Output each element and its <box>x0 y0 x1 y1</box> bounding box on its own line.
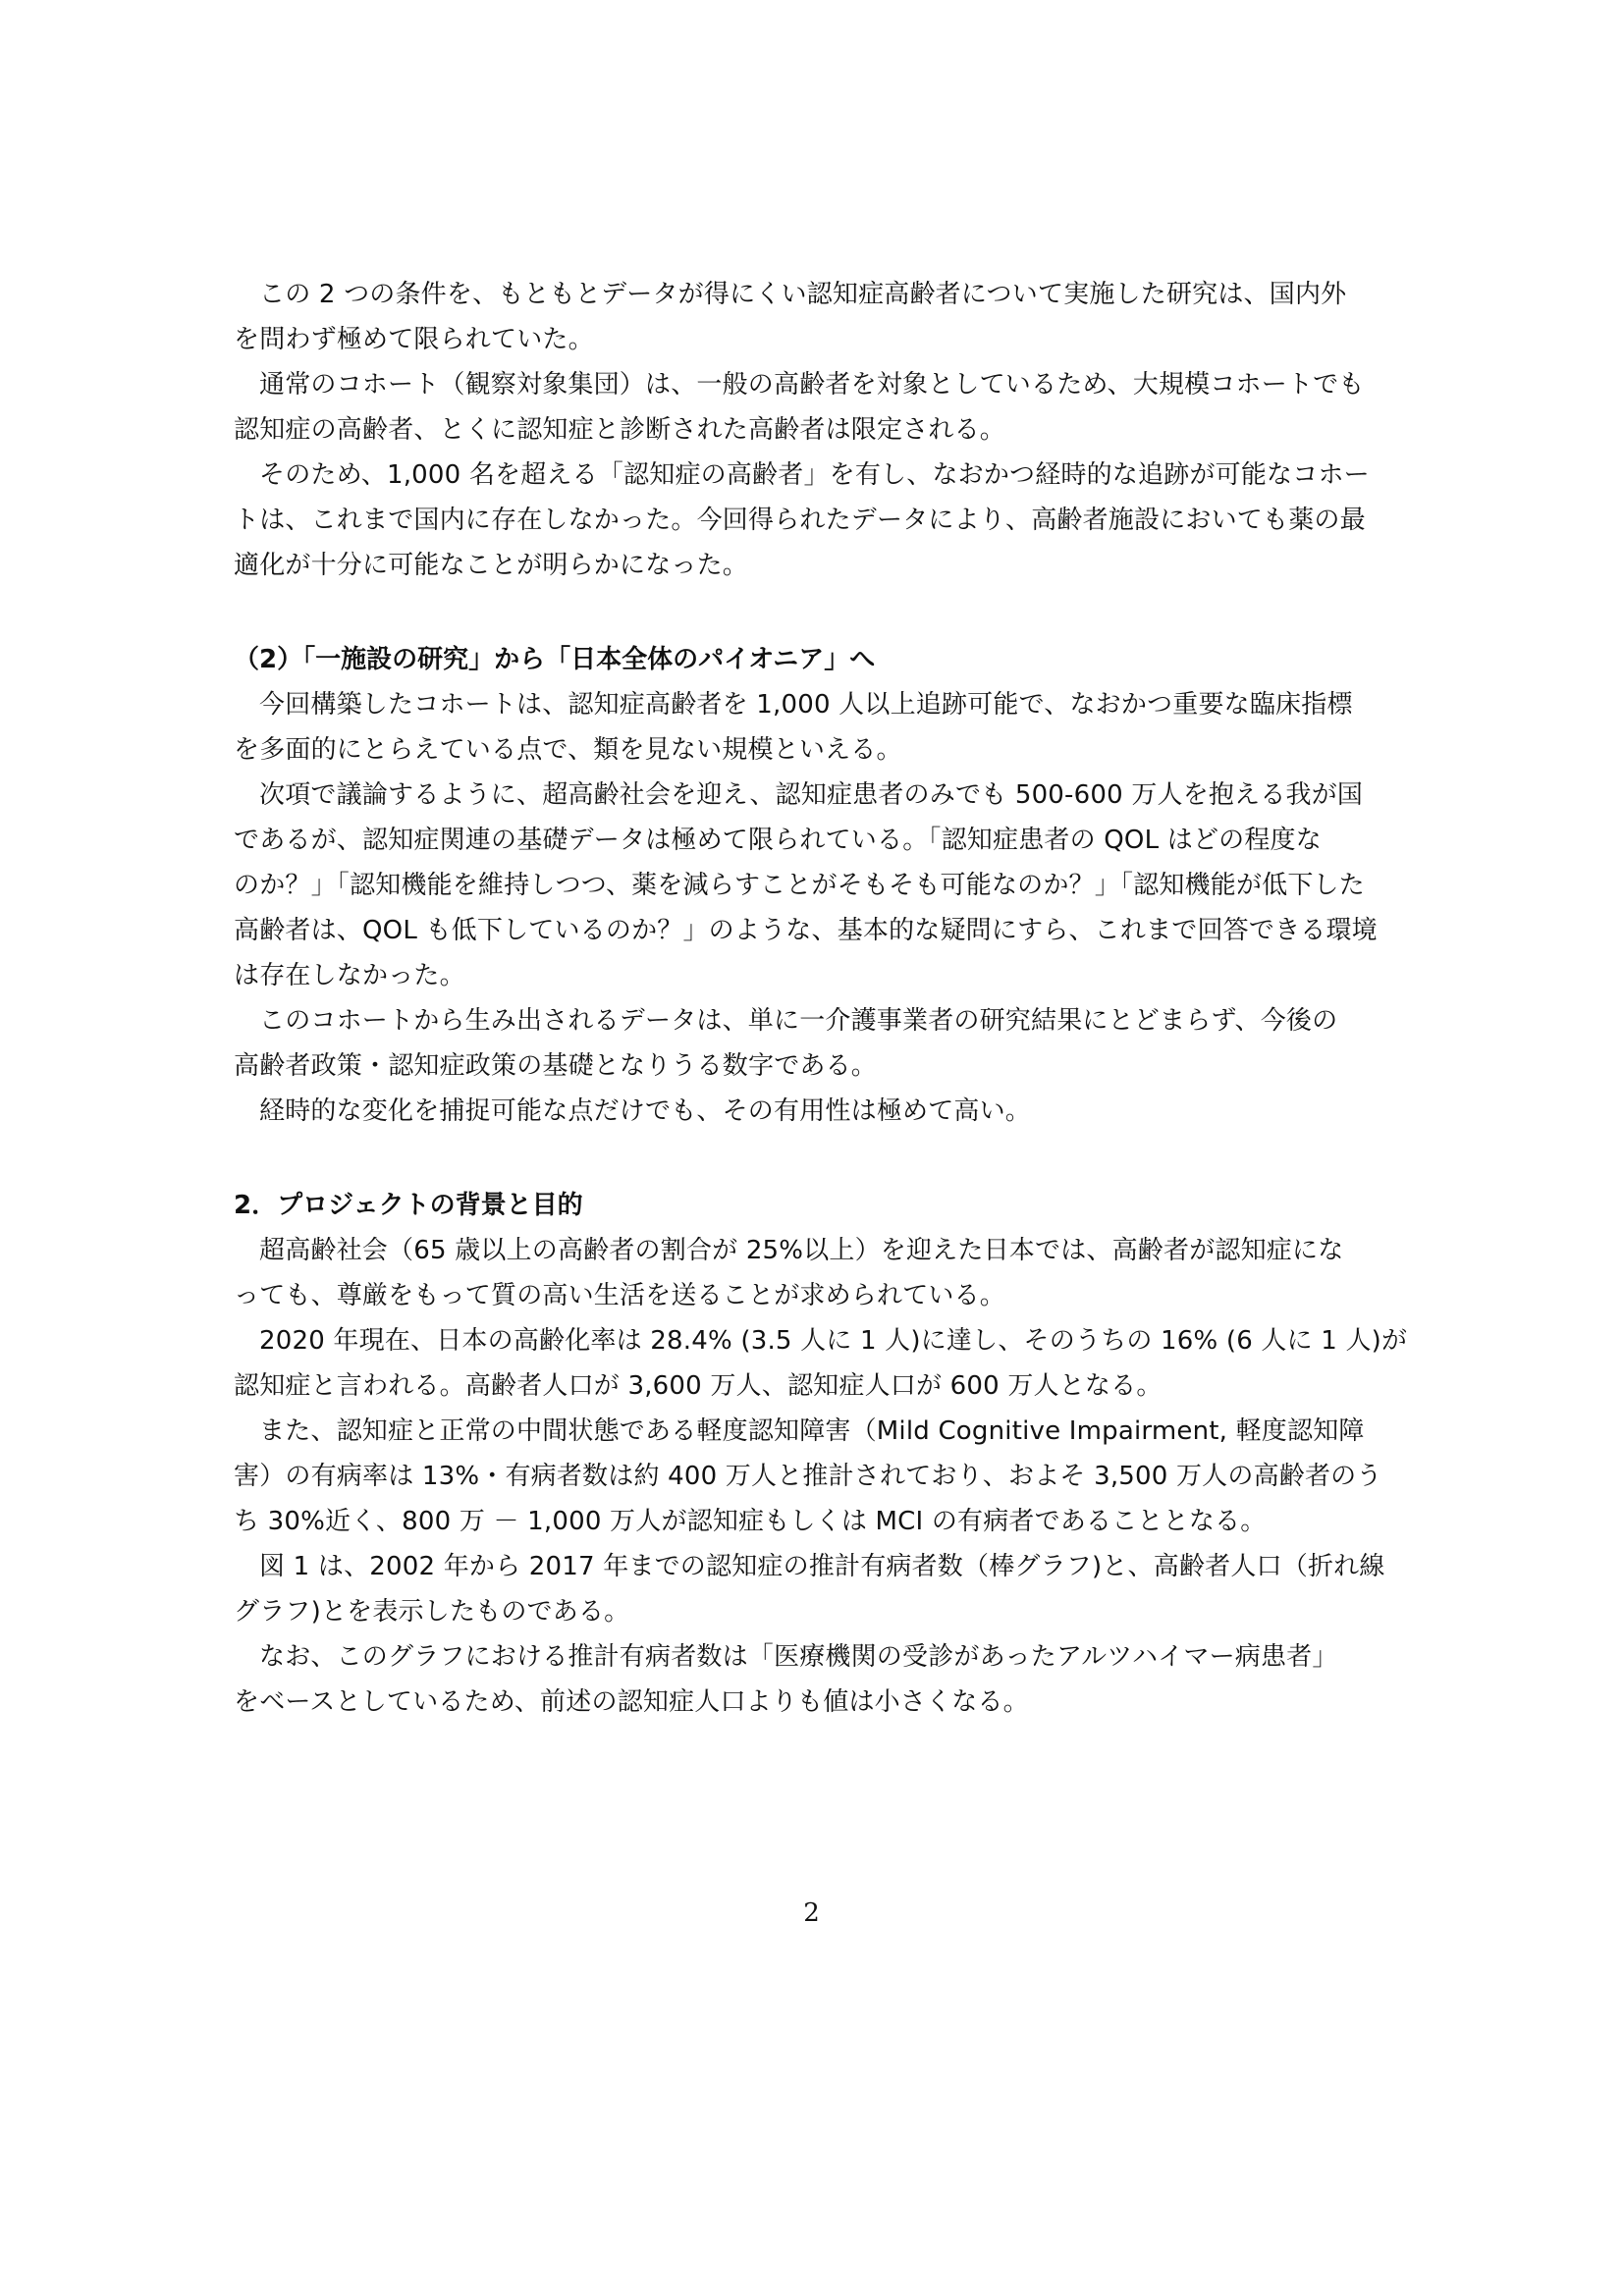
paragraph <box>234 1409 1392 1544</box>
paragraph <box>234 272 1392 362</box>
text-line: 超高齢社会（65 歳以上の高齢者の割合が 25%以上）を迎えた日本では、高齢者が認知症にな <box>259 1236 1344 1265</box>
paragraph <box>234 1544 1392 1634</box>
text-line: トは、これまで国内に存在しなかった。今回得られたデータにより、高齢者施設においても薬の最 <box>234 506 1366 535</box>
body-text <box>234 272 1408 1725</box>
text-line: 高齢者政策・認知症政策の基礎となりうる数字である。 <box>234 1051 878 1081</box>
paragraph <box>234 682 1392 773</box>
paragraph <box>234 1318 1408 1409</box>
text-line: 適化が十分に可能なことが明らかになった。 <box>234 551 749 580</box>
text-line: を多面的にとらえている点で、類を見ない規模といえる。 <box>234 735 902 765</box>
text-line: は存在しなかった。 <box>234 961 465 990</box>
section-heading: 2．プロジェクトの背景と目的 <box>234 1191 583 1220</box>
text-line: 2020 年現在、日本の高齢化率は 28.4% (3.5 人に 1 人)に達し、そのうちの 16% (6 人に 1 人)が <box>259 1326 1408 1356</box>
text-line: 害）の有病率は 13%・有病者数は約 400 万人と推計されており、およそ 3,500 万人の高齢者のう <box>234 1462 1382 1491</box>
text-line: ち 30%近く、800 万 － 1,000 万人が認知症もしくは MCI の有病者であることとなる。 <box>234 1507 1267 1536</box>
text-line: 高齢者は、QOL も低下しているのか？」のような、基本的な疑問にすら、これまで回答できる環境 <box>234 916 1378 945</box>
paragraph <box>234 1089 1392 1134</box>
text-line: 次項で議論するように、超高齢社会を迎え、認知症患者のみでも 500-600 万人を抱える我が国 <box>259 780 1364 810</box>
text-line: 認知症の高齢者、とくに認知症と診断された高齢者は限定される。 <box>234 415 1006 445</box>
paragraph <box>234 453 1392 588</box>
text-line: そのため、1,000 名を超える「認知症の高齢者」を有し、なおかつ経時的な追跡が可能なコホー <box>259 460 1370 490</box>
text-line: グラフ)とを表示したものである。 <box>234 1597 630 1627</box>
text-line: なお、このグラフにおける推計有病者数は「医療機関の受診があったアルツハイマー病患者」 <box>259 1642 1338 1672</box>
text-line: を問わず極めて限られていた。 <box>234 325 594 354</box>
paragraph <box>234 1634 1392 1725</box>
text-line: のか？」「認知機能を維持しつつ、薬を減らすことがそもそも可能なのか？」「認知機能が低下した <box>234 871 1365 900</box>
text-line: 通常のコホート（観察対象集団）は、一般の高齢者を対象としているため、大規模コホートでも <box>259 370 1365 400</box>
text-line: 図 1 は、2002 年から 2017 年までの認知症の推計有病者数（棒グラフ)と、高齢者人口（折れ線 <box>259 1552 1385 1581</box>
paragraph <box>234 1228 1392 1318</box>
section-heading: （2）「一施設の研究」から「日本全体のパイオニア」へ <box>234 645 876 674</box>
text-line: であるが、認知症関連の基礎データは極めて限られている。「認知症患者の QOL はどの程度な <box>234 826 1322 855</box>
text-line: 今回構築したコホートは、認知症高齢者を 1,000 人以上追跡可能で、なおかつ重要な臨床指標 <box>259 690 1353 720</box>
paragraph <box>234 773 1392 998</box>
paragraph <box>234 998 1392 1089</box>
text-line: このコホートから生み出されるデータは、単に一介護事業者の研究結果にとどまらず、今後の <box>259 1006 1338 1036</box>
paragraph <box>234 362 1392 453</box>
text-line: っても、尊厳をもって質の高い生活を送ることが求められている。 <box>234 1281 1006 1310</box>
text-line: また、認知症と正常の中間状態である軽度認知障害（Mild Cognitive Impairment, 軽度認知障 <box>259 1416 1365 1446</box>
spacer <box>234 588 1392 637</box>
spacer <box>234 1134 1392 1183</box>
text-line: をベースとしているため、前述の認知症人口よりも値は小さくなる。 <box>234 1687 1029 1717</box>
text-line: 認知症と言われる。高齢者人口が 3,600 万人、認知症人口が 600 万人となる。 <box>234 1371 1163 1401</box>
page-number: 2 <box>803 1898 820 1928</box>
text-line: この 2 つの条件を、もともとデータが得にくい認知症高齢者について実施した研究は、国内外 <box>259 280 1347 309</box>
text-line: 経時的な変化を捕捉可能な点だけでも、その有用性は極めて高い。 <box>259 1096 1032 1126</box>
